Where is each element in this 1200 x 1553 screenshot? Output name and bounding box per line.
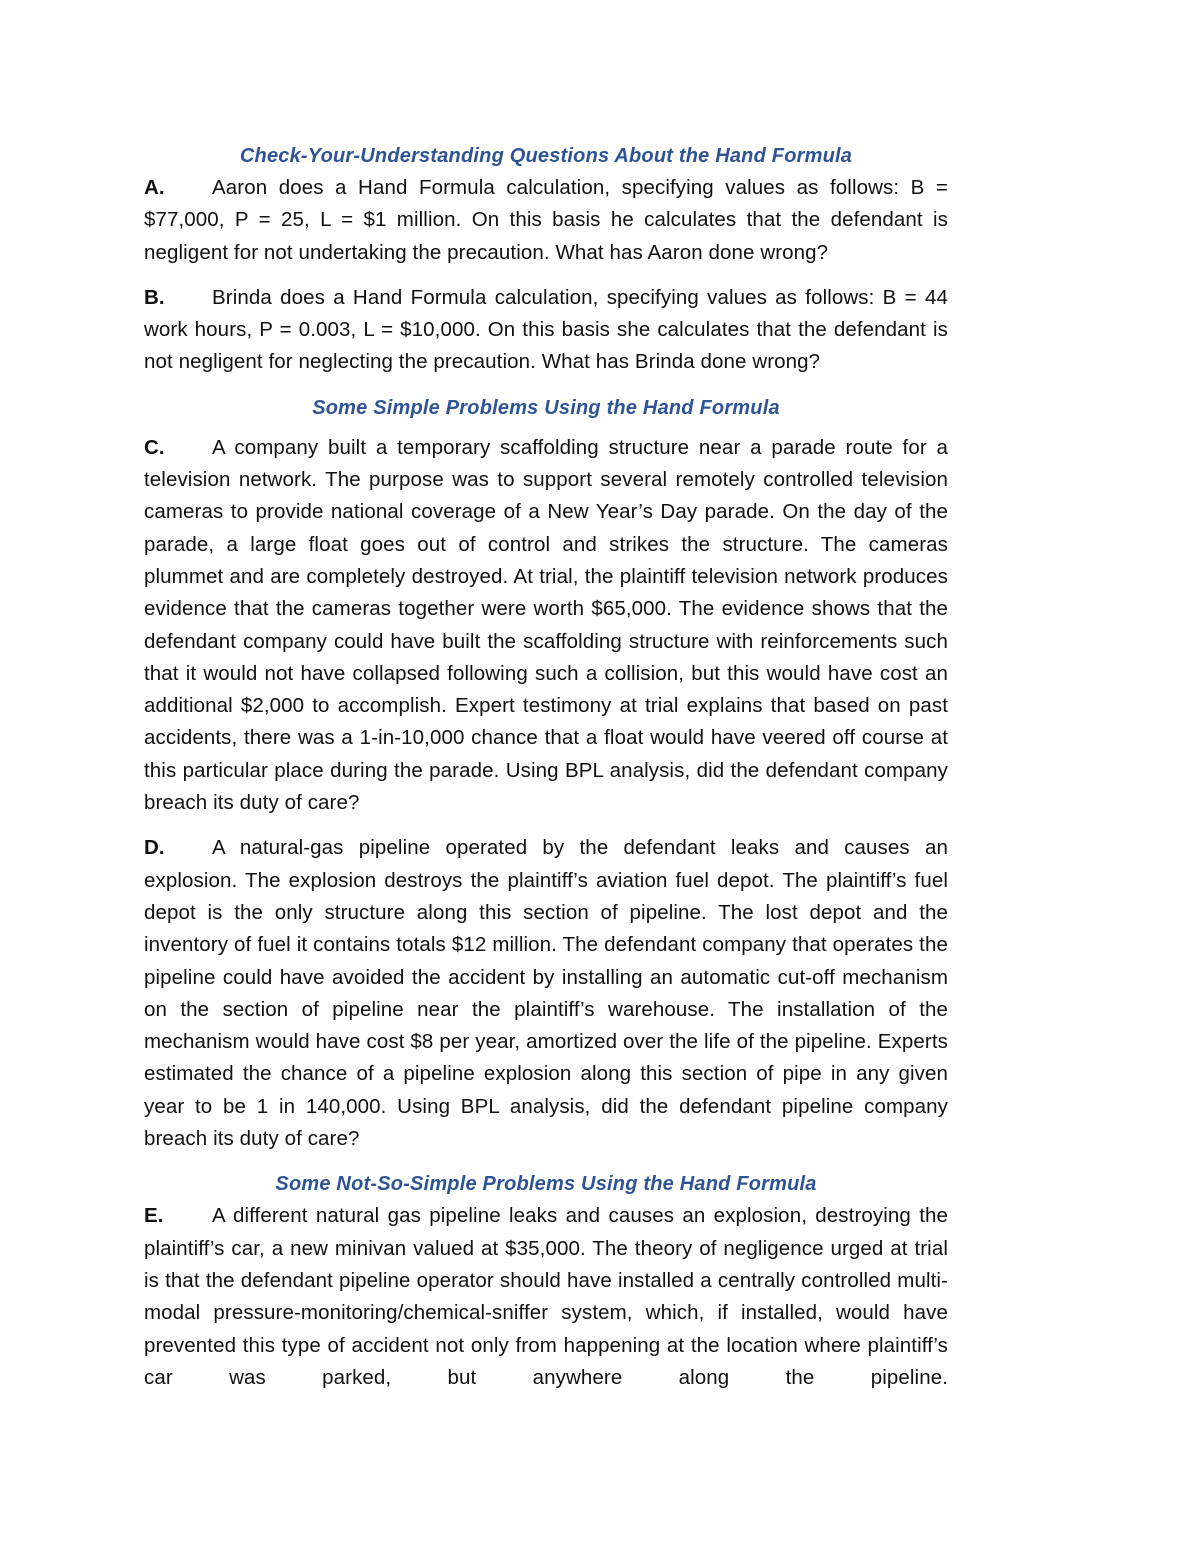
problem-a-text: Aaron does a Hand Formula calculation, specifying values as follows: B = $77,000, P = 25, L = $1 million. On this basis he calculates that the defendant is negligent for not undertaking the precaution. What has Aaron done wrong? — [144, 176, 948, 264]
problem-d — [144, 832, 948, 1155]
problem-c — [144, 432, 948, 820]
problem-a-label: A. — [144, 176, 165, 199]
problem-d-label: D. — [144, 836, 165, 860]
problem-d-text: A natural-gas pipeline operated by the defendant leaks and causes an explosion. The explosion destroys the plaintiff’s aviation fuel depot. The plaintiff’s fuel depot is the only structure along this section of pipeline. The lost depot and the inventory of fuel it contains totals $12 million. The defendant company that operates the pipeline could have avoided the accident by installing an automatic cut-off mechanism on the section of pipeline near the plaintiff’s warehouse. The installation of the mechanism would have cost $8 per year, amortized over the life of the pipeline. Experts estimated the chance of a pipeline explosion along this section of pipe in any given year to be 1 in 140,000. Using BPL analysis, did the defendant pipeline company breach its duty of care? — [144, 836, 948, 1151]
document-body — [144, 140, 948, 1394]
problem-e-text: A different natural gas pipeline leaks and causes an explosion, destroying the plaintiff’s car, a new minivan valued at $35,000. The theory of negligence urged at trial is that the defendant pipeline operator should have installed a centrally controlled multi-modal pressure-monitoring/chemical-sniffer system, which, if installed, would have prevented this type of accident not only from happening at the location where plaintiff’s car was parked, but anywhere along the pipeline. — [144, 1204, 948, 1389]
problem-e-label: E. — [144, 1204, 164, 1228]
problem-e — [144, 1200, 948, 1394]
problem-b-text: Brinda does a Hand Formula calculation, specifying values as follows: B = 44 work hours, P = 0.003, L = $10,000. On this basis she calculates that the defendant is not negligent for neglecting the precaution. What has Brinda done wrong? — [144, 285, 948, 374]
heading-simple-problems: Some Simple Problems Using the Hand Formula — [312, 396, 780, 419]
problem-b — [144, 282, 948, 379]
problem-c-text: A company built a temporary scaffolding structure near a parade route for a television network. The purpose was to support several remotely controlled television cameras to provide national coverage of a New Year’s Day parade. On the day of the parade, a large float goes out of control and strikes the structure. The cameras plummet and are completely destroyed. At trial, the plaintiff television network produces evidence that the cameras together were worth $65,000. The evidence shows that the defendant company could have built the scaffolding structure with reinforcements such that it would not have collapsed following such a collision, but this would have cost an additional $2,000 to accomplish. Expert testimony at trial explains that based on past accidents, there was a 1-in-10,000 chance that a float would have veered off course at this particular place during the parade. Using BPL analysis, did the defendant company breach its duty of care? — [144, 435, 948, 815]
heading-not-so-simple-problems: Some Not-So-Simple Problems Using the Hand Formula — [275, 1173, 817, 1196]
problem-c-label: C. — [144, 435, 165, 459]
heading-check-your-understanding: Check-Your-Understanding Questions About the Hand Formula — [239, 145, 853, 167]
problem-b-label: B. — [144, 285, 165, 309]
problem-a — [144, 172, 948, 269]
